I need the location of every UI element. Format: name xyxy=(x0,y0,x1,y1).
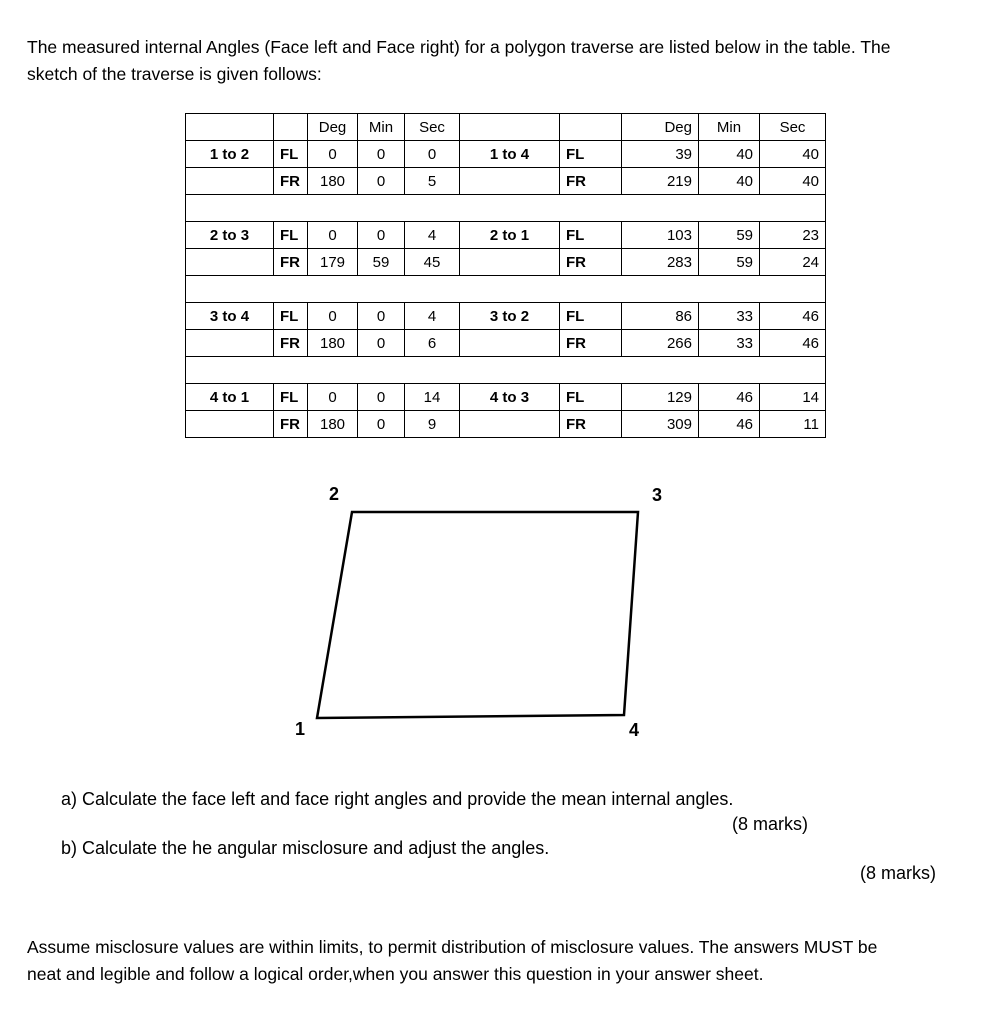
table-row xyxy=(186,141,826,168)
right-min-value: 33 xyxy=(699,330,760,357)
traverse-polygon xyxy=(317,512,638,718)
left-min-value: 0 xyxy=(358,330,405,357)
right-deg-value: 103 xyxy=(622,222,699,249)
face-label: FL xyxy=(560,384,622,411)
face-label: FL xyxy=(274,222,308,249)
right-sec-value: 46 xyxy=(760,330,826,357)
empty-cell xyxy=(460,168,560,195)
left-min-value: 0 xyxy=(358,141,405,168)
left-deg-value: 180 xyxy=(308,168,358,195)
right-sec-value: 46 xyxy=(760,303,826,330)
face-label: FL xyxy=(560,222,622,249)
face-label: FR xyxy=(274,411,308,438)
header-min-right: Min xyxy=(699,114,760,141)
right-min-value: 33 xyxy=(699,303,760,330)
right-sec-value: 14 xyxy=(760,384,826,411)
left-min-value: 59 xyxy=(358,249,405,276)
left-min-value: 0 xyxy=(358,384,405,411)
station-label: 3 to 2 xyxy=(460,303,560,330)
empty-cell xyxy=(460,249,560,276)
spacer-row xyxy=(186,357,826,384)
question-a-marks: (8 marks) xyxy=(732,814,808,834)
right-deg-value: 309 xyxy=(622,411,699,438)
footer-line-2: neat and legible and follow a logical order,when you answer this question in your answer sheet. xyxy=(27,964,764,984)
left-sec-value: 14 xyxy=(405,384,460,411)
right-min-value: 59 xyxy=(699,249,760,276)
traverse-sketch xyxy=(280,478,700,748)
face-label: FL xyxy=(560,141,622,168)
empty-cell xyxy=(186,168,274,195)
intro-text xyxy=(27,34,987,88)
header-sec-right: Sec xyxy=(760,114,826,141)
table-row xyxy=(186,330,826,357)
empty-cell xyxy=(460,330,560,357)
table-row xyxy=(186,384,826,411)
right-deg-value: 266 xyxy=(622,330,699,357)
left-deg-value: 179 xyxy=(308,249,358,276)
spacer-cell xyxy=(186,195,826,222)
point-3-label: 3 xyxy=(652,485,663,505)
left-min-value: 0 xyxy=(358,222,405,249)
header-deg-right: Deg xyxy=(622,114,699,141)
left-sec-value: 6 xyxy=(405,330,460,357)
spacer-cell xyxy=(186,276,826,303)
right-min-value: 40 xyxy=(699,168,760,195)
spacer-row xyxy=(186,276,826,303)
station-label: 1 to 2 xyxy=(186,141,274,168)
right-deg-value: 219 xyxy=(622,168,699,195)
right-sec-value: 24 xyxy=(760,249,826,276)
right-min-value: 40 xyxy=(699,141,760,168)
table-row xyxy=(186,168,826,195)
face-label: FL xyxy=(274,303,308,330)
face-label: FL xyxy=(274,141,308,168)
left-sec-value: 5 xyxy=(405,168,460,195)
station-label: 4 to 3 xyxy=(460,384,560,411)
footer-line-1: Assume misclosure values are within limits, to permit distribution of misclosure values. The answers MUST be xyxy=(27,937,878,957)
table-row xyxy=(186,222,826,249)
table-header-row xyxy=(186,114,826,141)
header-sec: Sec xyxy=(405,114,460,141)
face-label: FR xyxy=(274,249,308,276)
question-b-marks: (8 marks) xyxy=(860,863,936,883)
left-sec-value: 4 xyxy=(405,222,460,249)
right-sec-value: 40 xyxy=(760,168,826,195)
left-sec-value: 4 xyxy=(405,303,460,330)
station-label: 1 to 4 xyxy=(460,141,560,168)
right-deg-value: 39 xyxy=(622,141,699,168)
left-sec-value: 45 xyxy=(405,249,460,276)
point-1-label: 1 xyxy=(295,719,306,739)
left-min-value: 0 xyxy=(358,411,405,438)
right-deg-value: 283 xyxy=(622,249,699,276)
intro-line-2: sketch of the traverse is given follows: xyxy=(27,64,322,84)
empty-cell xyxy=(186,411,274,438)
left-deg-value: 180 xyxy=(308,330,358,357)
face-label: FR xyxy=(274,168,308,195)
face-label: FR xyxy=(274,330,308,357)
spacer-row xyxy=(186,195,826,222)
left-deg-value: 0 xyxy=(308,384,358,411)
table-row xyxy=(186,411,826,438)
empty-cell xyxy=(460,411,560,438)
left-sec-value: 0 xyxy=(405,141,460,168)
right-deg-value: 129 xyxy=(622,384,699,411)
intro-line-1: The measured internal Angles (Face left and Face right) for a polygon traverse are listed below in the table. The xyxy=(27,37,891,57)
face-label: FR xyxy=(560,411,622,438)
left-deg-value: 0 xyxy=(308,141,358,168)
table-row xyxy=(186,303,826,330)
left-min-value: 0 xyxy=(358,303,405,330)
table-row xyxy=(186,249,826,276)
footer-text xyxy=(27,934,989,988)
station-label: 4 to 1 xyxy=(186,384,274,411)
station-label: 2 to 1 xyxy=(460,222,560,249)
face-label: FR xyxy=(560,168,622,195)
right-deg-value: 86 xyxy=(622,303,699,330)
face-label: FR xyxy=(560,330,622,357)
empty-cell xyxy=(186,249,274,276)
right-min-value: 46 xyxy=(699,384,760,411)
station-label: 2 to 3 xyxy=(186,222,274,249)
left-min-value: 0 xyxy=(358,168,405,195)
spacer-cell xyxy=(186,357,826,384)
right-min-value: 46 xyxy=(699,411,760,438)
right-sec-value: 23 xyxy=(760,222,826,249)
face-label: FR xyxy=(560,249,622,276)
empty-cell xyxy=(186,330,274,357)
station-label: 3 to 4 xyxy=(186,303,274,330)
point-4-label: 4 xyxy=(629,720,640,740)
left-sec-value: 9 xyxy=(405,411,460,438)
face-label: FL xyxy=(274,384,308,411)
left-deg-value: 180 xyxy=(308,411,358,438)
right-sec-value: 11 xyxy=(760,411,826,438)
face-label: FL xyxy=(560,303,622,330)
question-a: a) Calculate the face left and face right angles and provide the mean internal angles. xyxy=(61,789,734,809)
header-deg: Deg xyxy=(308,114,358,141)
left-deg-value: 0 xyxy=(308,303,358,330)
right-sec-value: 40 xyxy=(760,141,826,168)
left-deg-value: 0 xyxy=(308,222,358,249)
right-min-value: 59 xyxy=(699,222,760,249)
question-b: b) Calculate the he angular misclosure and adjust the angles. xyxy=(61,838,550,858)
point-2-label: 2 xyxy=(329,484,340,504)
header-min: Min xyxy=(358,114,405,141)
angles-table xyxy=(185,113,826,438)
